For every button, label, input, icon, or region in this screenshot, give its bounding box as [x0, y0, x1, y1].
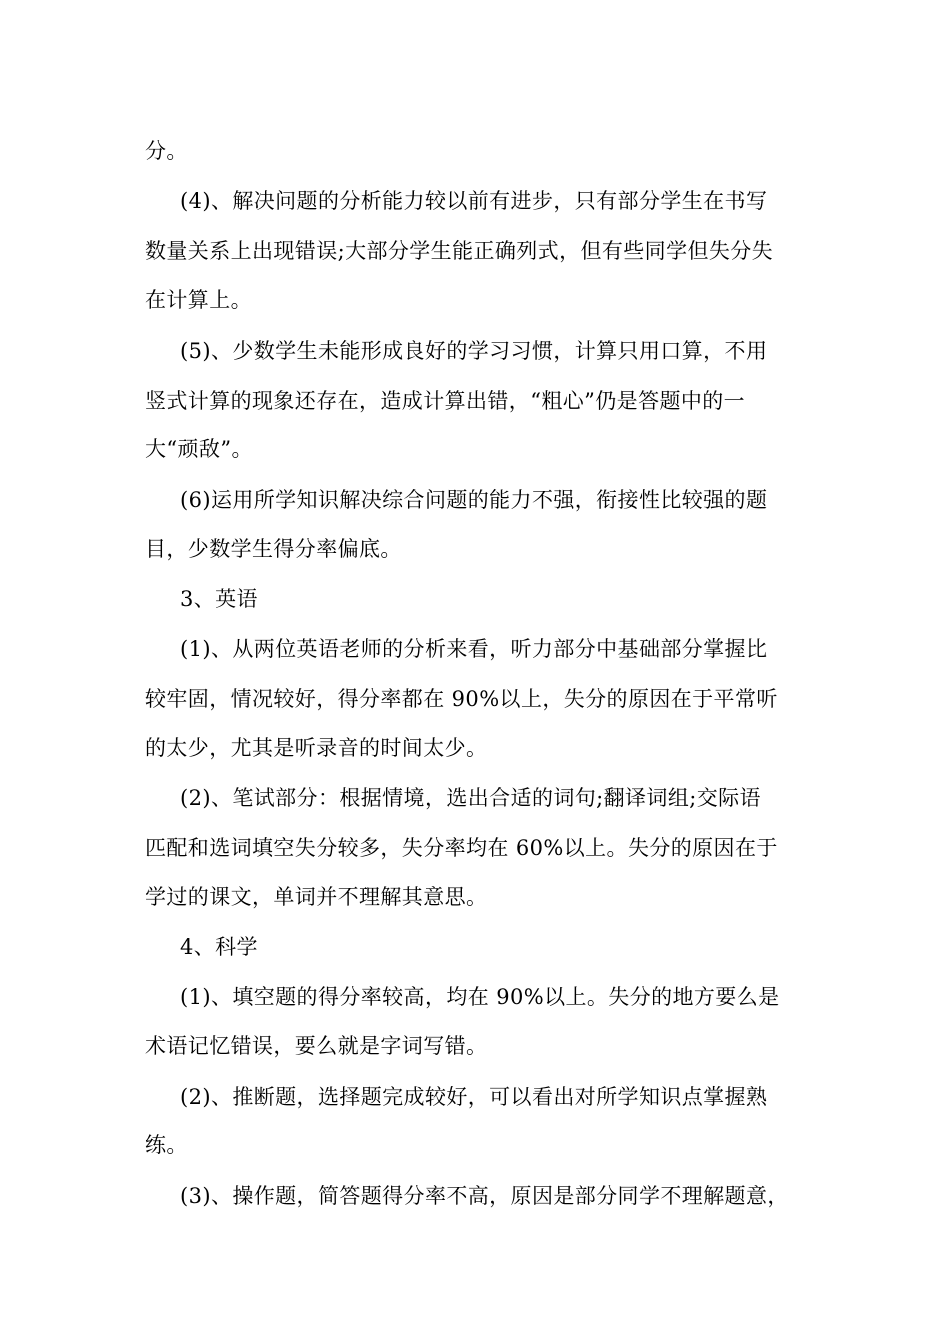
paragraph-english-1-line-1: (1)、从两位英语老师的分析来看，听力部分中基础部分掌握比 [180, 637, 768, 661]
paragraph-math-5-line-1: (5)、少数学生未能形成良好的学习习惯，计算只用口算，不用 [180, 339, 768, 363]
paragraph-math-4-line-1: (4)、解决问题的分析能力较以前有进步，只有部分学生在书写 [180, 189, 768, 213]
paragraph-science-1-line-1: (1)、填空题的得分率较高，均在 90%以上。失分的地方要么是 [180, 985, 780, 1009]
paragraph-science-3-line-1: (3)、操作题，简答题得分率不高，原因是部分同学不理解题意， [180, 1184, 789, 1208]
paragraph-math-6-line-2: 目，少数学生得分率偏底。 [145, 537, 402, 561]
section-heading-science: 4、科学 [180, 935, 258, 959]
paragraph-math-5-line-2: 竖式计算的现象还存在，造成计算出错，“粗心”仍是答题中的一 [145, 389, 746, 413]
paragraph-math-4-line-2: 数量关系上出现错误;大部分学生能正确列式，但有些同学但失分失 [145, 239, 774, 263]
paragraph-english-1-line-3: 的太少，尤其是听录音的时间太少。 [145, 736, 488, 760]
text-line: 分。 [145, 139, 188, 163]
paragraph-english-2-line-3: 学过的课文，单词并不理解其意思。 [145, 885, 488, 909]
section-heading-english: 3、英语 [180, 587, 258, 611]
paragraph-science-2-line-1: (2)、推断题，选择题完成较好，可以看出对所学知识点掌握熟 [180, 1085, 768, 1109]
paragraph-math-6-line-1: (6)运用所学知识解决综合问题的能力不强，衔接性比较强的题 [180, 488, 768, 512]
paragraph-english-1-line-2: 较牢固，情况较好，得分率都在 90%以上，失分的原因在于平常听 [145, 687, 778, 711]
paragraph-english-2-line-1: (2)、笔试部分：根据情境，选出合适的词句;翻译词组;交际语 [180, 786, 761, 810]
paragraph-math-4-line-3: 在计算上。 [145, 288, 252, 312]
paragraph-science-1-line-2: 术语记忆错误，要么就是字词写错。 [145, 1034, 488, 1058]
paragraph-science-2-line-2: 练。 [145, 1133, 188, 1157]
paragraph-math-5-line-3: 大“顽敌”。 [145, 437, 253, 461]
paragraph-english-2-line-2: 匹配和选词填空失分较多，失分率均在 60%以上。失分的原因在于 [145, 836, 778, 860]
